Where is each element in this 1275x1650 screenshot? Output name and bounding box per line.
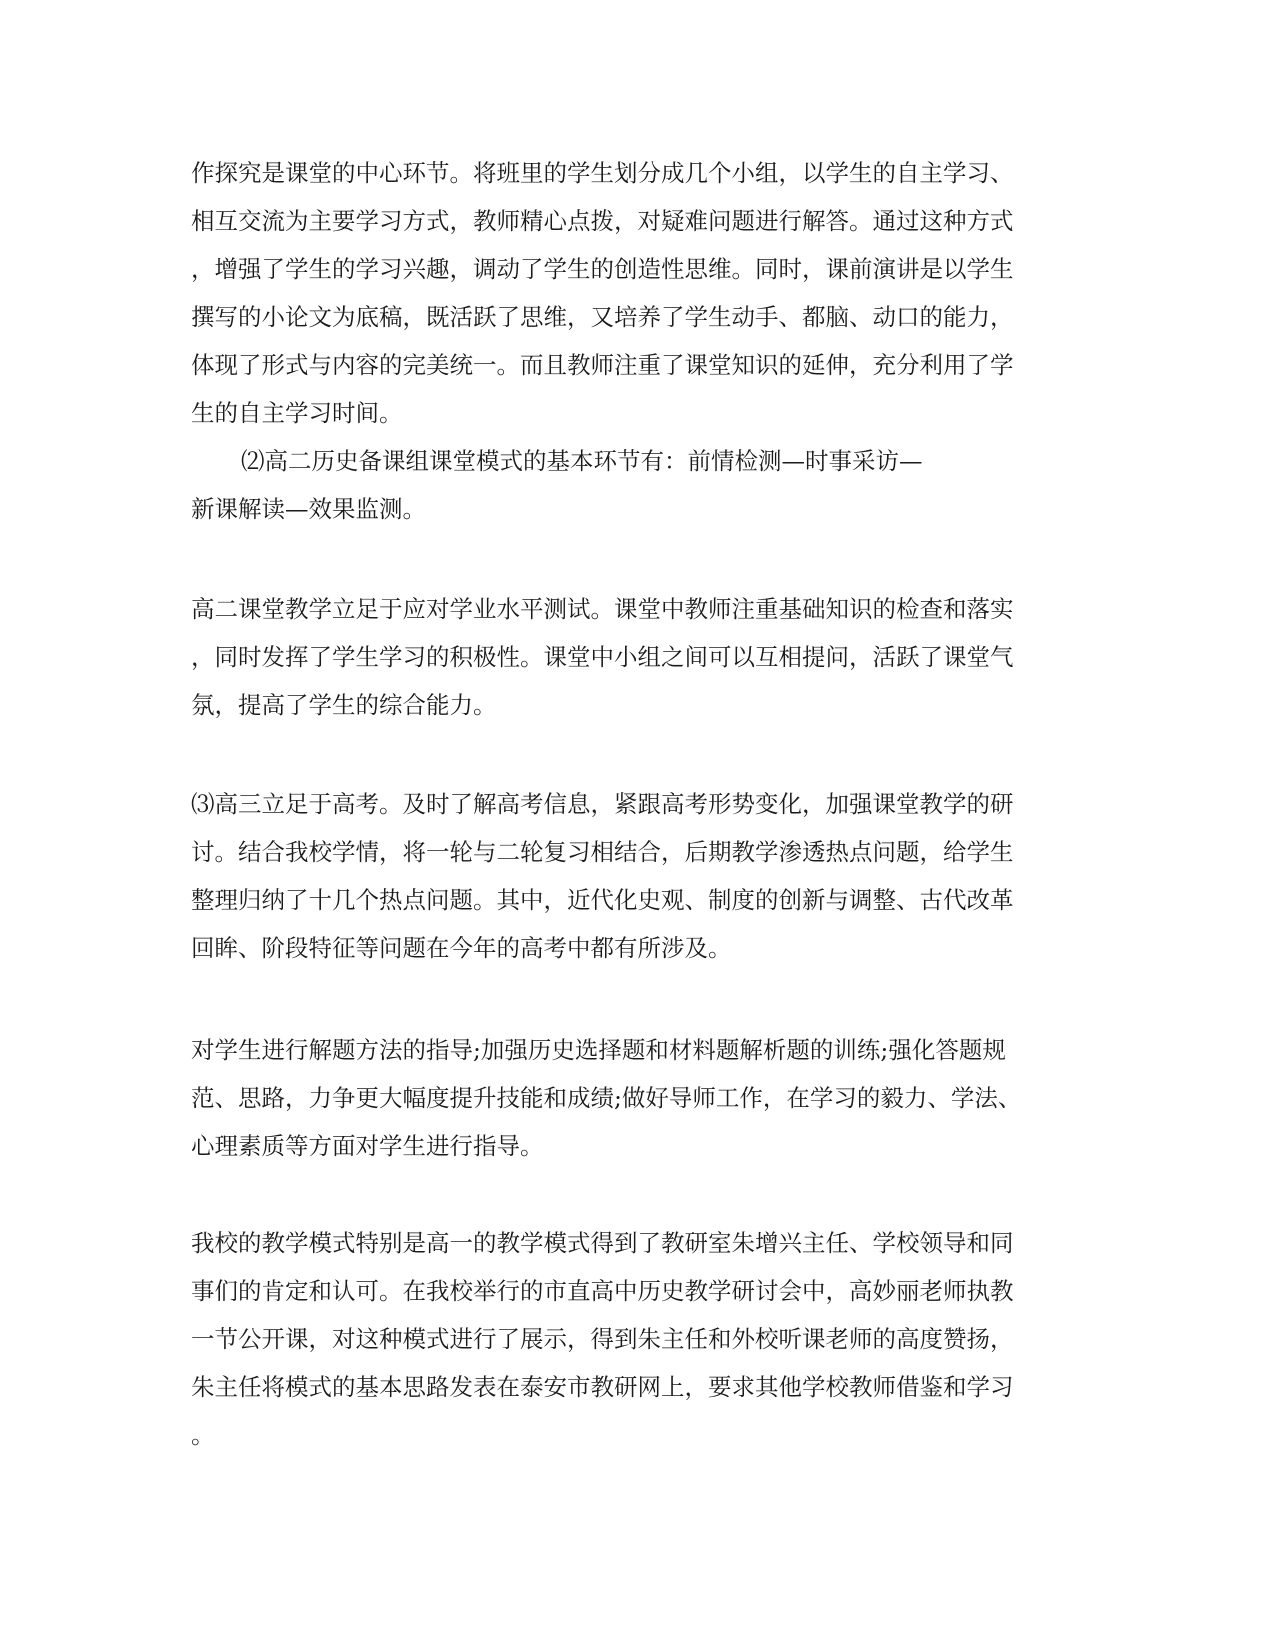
text-line: ⑶高三立足于高考。及时了解高考信息，紧跟高考形势变化，加强课堂教学的研 <box>191 790 1014 818</box>
text-line: 作探究是课堂的中心环节。将班里的学生划分成几个小组，以学生的自主学习、 <box>191 159 1014 187</box>
text-line: 撰写的小论文为底稿，既活跃了思维，又培养了学生动手、都脑、动口的能力， <box>191 303 1014 331</box>
text-line: 。 <box>191 1421 215 1449</box>
text-line: 一节公开课，对这种模式进行了展示，得到朱主任和外校听课老师的高度赞扬， <box>191 1325 1014 1353</box>
text-line: 相互交流为主要学习方式，教师精心点拨，对疑难问题进行解答。通过这种方式 <box>191 207 1014 235</box>
paragraph-recognition <box>191 1219 1071 1459</box>
text-line: 我校的教学模式特别是高一的教学模式得到了教研室朱增兴主任、学校领导和同 <box>191 1229 1014 1257</box>
text-line: 氛，提高了学生的综合能力。 <box>191 691 497 719</box>
text-line: ，同时发挥了学生学习的积极性。课堂中小组之间可以互相提问，活跃了课堂气 <box>191 643 1014 671</box>
paragraph-guidance <box>191 1026 1071 1170</box>
paragraph-grade-two-teaching <box>191 585 1071 729</box>
text-line: 回眸、阶段特征等问题在今年的高考中都有所涉及。 <box>191 934 732 962</box>
text-line: 心理素质等方面对学生进行指导。 <box>191 1132 544 1160</box>
paragraph-group-work <box>191 149 1071 437</box>
text-line: 对学生进行解题方法的指导;加强历史选择题和材料题解析题的训练;强化答题规 <box>191 1036 1006 1064</box>
text-line: 高二课堂教学立足于应对学业水平测试。课堂中教师注重基础知识的检查和落实 <box>191 595 1014 623</box>
text-line: ⑵高二历史备课组课堂模式的基本环节有：前情检测—时事采访— <box>241 447 923 475</box>
text-line: 体现了形式与内容的完美统一。而且教师注重了课堂知识的延伸，充分利用了学 <box>191 351 1014 379</box>
text-line: 讨。结合我校学情，将一轮与二轮复习相结合，后期教学渗透热点问题，给学生 <box>191 838 1014 866</box>
paragraph-grade-three <box>191 780 1071 972</box>
text-line: 整理归纳了十几个热点问题。其中，近代化史观、制度的创新与调整、古代改革 <box>191 886 1014 914</box>
text-line: 生的自主学习时间。 <box>191 399 403 427</box>
text-line: 朱主任将模式的基本思路发表在泰安市教研网上，要求其他学校教师借鉴和学习 <box>191 1373 1014 1401</box>
text-line: 范、思路，力争更大幅度提升技能和成绩;做好导师工作，在学习的毅力、学法、 <box>191 1084 1022 1112</box>
text-line: 事们的肯定和认可。在我校举行的市直高中历史教学研讨会中，高妙丽老师执教 <box>191 1277 1014 1305</box>
text-line: 新课解读—效果监测。 <box>191 495 426 523</box>
text-line: ，增强了学生的学习兴趣，调动了学生的创造性思维。同时，课前演讲是以学生 <box>191 255 1014 283</box>
paragraph-grade-two-mode <box>191 437 1071 533</box>
